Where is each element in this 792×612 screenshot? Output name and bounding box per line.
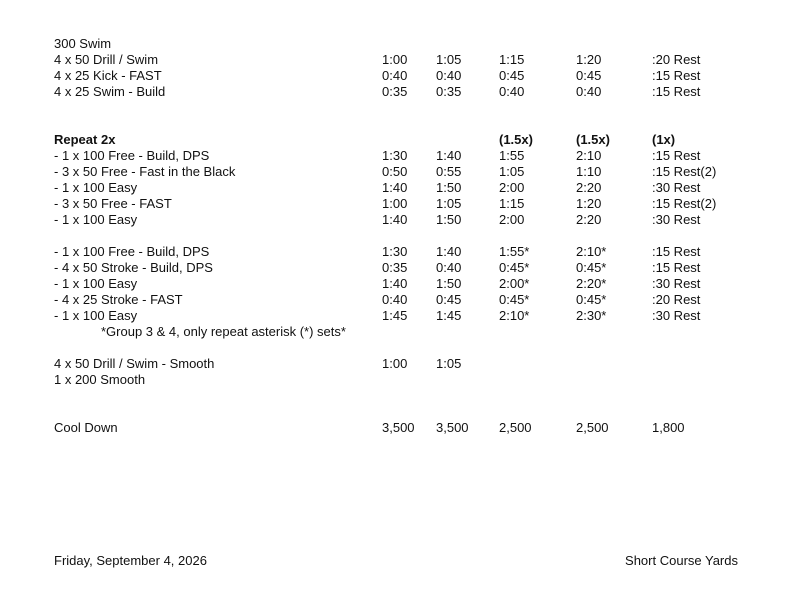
interval-group-2: 1:40: [436, 148, 462, 163]
set-description: 4 x 50 Drill / Swim: [54, 52, 159, 67]
row-spacer: [0, 100, 792, 132]
interval-group-3: 2:00*: [499, 276, 530, 291]
interval-group-2: 1:45: [436, 308, 462, 323]
interval-group-4: 0:45: [576, 68, 602, 83]
set-row: [0, 420, 792, 436]
set-row: [0, 36, 792, 52]
interval-group-4: 1:20: [576, 52, 602, 67]
interval-group-1: 1:00: [382, 196, 408, 211]
interval-group-4: 0:45*: [576, 260, 607, 275]
set-row: [0, 68, 792, 84]
interval-group-2: 1:50: [436, 212, 462, 227]
interval-group-2: 1:50: [436, 180, 462, 195]
rest: :15 Rest: [652, 260, 701, 275]
interval-group-3: 0:45*: [499, 260, 530, 275]
set-description: 1 x 200 Smooth: [54, 372, 146, 387]
interval-group-3: 2:00: [499, 212, 525, 227]
set-description: 300 Swim: [54, 36, 112, 51]
interval-group-2: 0:35: [436, 84, 462, 99]
rest: :30 Rest: [652, 276, 701, 291]
set-row: [0, 84, 792, 100]
interval-group-1: 0:40: [382, 68, 408, 83]
set-description: - 4 x 25 Stroke - FAST: [54, 292, 183, 307]
set-row: [0, 308, 792, 324]
set-description: - 1 x 100 Free - Build, DPS: [54, 148, 210, 163]
interval-group-3: 1:15: [499, 196, 525, 211]
interval-group-2: 1:05: [436, 356, 462, 371]
interval-group-4: 2,500: [576, 420, 609, 435]
rest: :30 Rest: [652, 308, 701, 323]
interval-group-4: 1:20: [576, 196, 602, 211]
set-description: - 4 x 50 Stroke - Build, DPS: [54, 260, 213, 275]
row-spacer: [0, 228, 792, 244]
rest: :20 Rest: [652, 292, 701, 307]
interval-group-3: 1:55*: [499, 244, 530, 259]
interval-group-1: 1:45: [382, 308, 408, 323]
interval-group-2: 3,500: [436, 420, 469, 435]
rest: :30 Rest: [652, 180, 701, 195]
interval-group-4: 2:20: [576, 180, 602, 195]
set-description: - 1 x 100 Easy: [54, 180, 138, 195]
set-row: [0, 372, 792, 388]
interval-group-3: 2:10*: [499, 308, 530, 323]
interval-group-4: 0:45*: [576, 292, 607, 307]
interval-group-3: 0:45: [499, 68, 525, 83]
interval-group-3: 0:40: [499, 84, 525, 99]
rest: :15 Rest: [652, 148, 701, 163]
note-row: [0, 324, 792, 340]
row-spacer: [0, 388, 792, 420]
interval-group-1: 3,500: [382, 420, 415, 435]
interval-group-2: 0:40: [436, 68, 462, 83]
interval-group-4: 1:10: [576, 164, 602, 179]
workout-sheet: [0, 36, 792, 436]
set-description: 4 x 25 Swim - Build: [54, 84, 166, 99]
rest: :30 Rest: [652, 212, 701, 227]
interval-group-3: 0:45*: [499, 292, 530, 307]
interval-group-3: (1.5x): [499, 132, 533, 147]
interval-group-3: 1:15: [499, 52, 525, 67]
set-row: [0, 260, 792, 276]
rest: :20 Rest: [652, 52, 701, 67]
interval-group-4: (1.5x): [576, 132, 610, 147]
set-description: Repeat 2x: [54, 132, 116, 147]
set-description: 4 x 25 Kick - FAST: [54, 68, 162, 83]
set-row: [0, 276, 792, 292]
set-description: - 3 x 50 Free - Fast in the Black: [54, 164, 236, 179]
set-description: - 1 x 100 Free - Build, DPS: [54, 244, 210, 259]
set-row: [0, 244, 792, 260]
interval-group-2: 0:40: [436, 260, 462, 275]
interval-group-1: 1:40: [382, 212, 408, 227]
set-description: - 3 x 50 Free - FAST: [54, 196, 172, 211]
interval-group-2: 1:40: [436, 244, 462, 259]
interval-group-1: 1:30: [382, 148, 408, 163]
interval-group-2: 1:05: [436, 196, 462, 211]
set-description: 4 x 50 Drill / Swim - Smooth: [54, 356, 215, 371]
interval-group-1: 1:00: [382, 356, 408, 371]
rest: (1x): [652, 132, 676, 147]
rest: 1,800: [652, 420, 685, 435]
interval-group-2: 1:50: [436, 276, 462, 291]
rest: :15 Rest(2): [652, 196, 717, 211]
interval-group-4: 2:20*: [576, 276, 607, 291]
set-row: [0, 356, 792, 372]
interval-group-1: 0:35: [382, 84, 408, 99]
interval-group-3: 2:00: [499, 180, 525, 195]
set-description: - 1 x 100 Easy: [54, 276, 138, 291]
interval-group-1: 1:00: [382, 52, 408, 67]
interval-group-2: 1:05: [436, 52, 462, 67]
rest: :15 Rest(2): [652, 164, 717, 179]
interval-group-3: 1:55: [499, 148, 525, 163]
asterisk-note: *Group 3 & 4, only repeat asterisk (*) sets*: [101, 324, 346, 339]
set-row: [0, 292, 792, 308]
set-row: [0, 164, 792, 180]
set-row: [0, 212, 792, 228]
set-description: - 1 x 100 Easy: [54, 212, 138, 227]
interval-group-1: 0:35: [382, 260, 408, 275]
rest: :15 Rest: [652, 244, 701, 259]
footer-course-type: Short Course Yards: [625, 553, 738, 568]
interval-group-1: 1:30: [382, 244, 408, 259]
section-header-row: [0, 132, 792, 148]
set-row: [0, 52, 792, 68]
interval-group-4: 2:30*: [576, 308, 607, 323]
set-row: [0, 196, 792, 212]
interval-group-4: 2:10: [576, 148, 602, 163]
interval-group-1: 1:40: [382, 276, 408, 291]
interval-group-4: 0:40: [576, 84, 602, 99]
interval-group-3: 2,500: [499, 420, 532, 435]
set-description: - 1 x 100 Easy: [54, 308, 138, 323]
footer-date: Friday, September 4, 2026: [54, 553, 207, 568]
interval-group-4: 2:10*: [576, 244, 607, 259]
set-description: Cool Down: [54, 420, 118, 435]
interval-group-1: 0:50: [382, 164, 408, 179]
interval-group-2: 0:45: [436, 292, 462, 307]
interval-group-3: 1:05: [499, 164, 525, 179]
interval-group-2: 0:55: [436, 164, 462, 179]
interval-group-1: 0:40: [382, 292, 408, 307]
rest: :15 Rest: [652, 68, 701, 83]
set-row: [0, 148, 792, 164]
interval-group-1: 1:40: [382, 180, 408, 195]
row-spacer: [0, 340, 792, 356]
interval-group-4: 2:20: [576, 212, 602, 227]
rest: :15 Rest: [652, 84, 701, 99]
set-row: [0, 180, 792, 196]
